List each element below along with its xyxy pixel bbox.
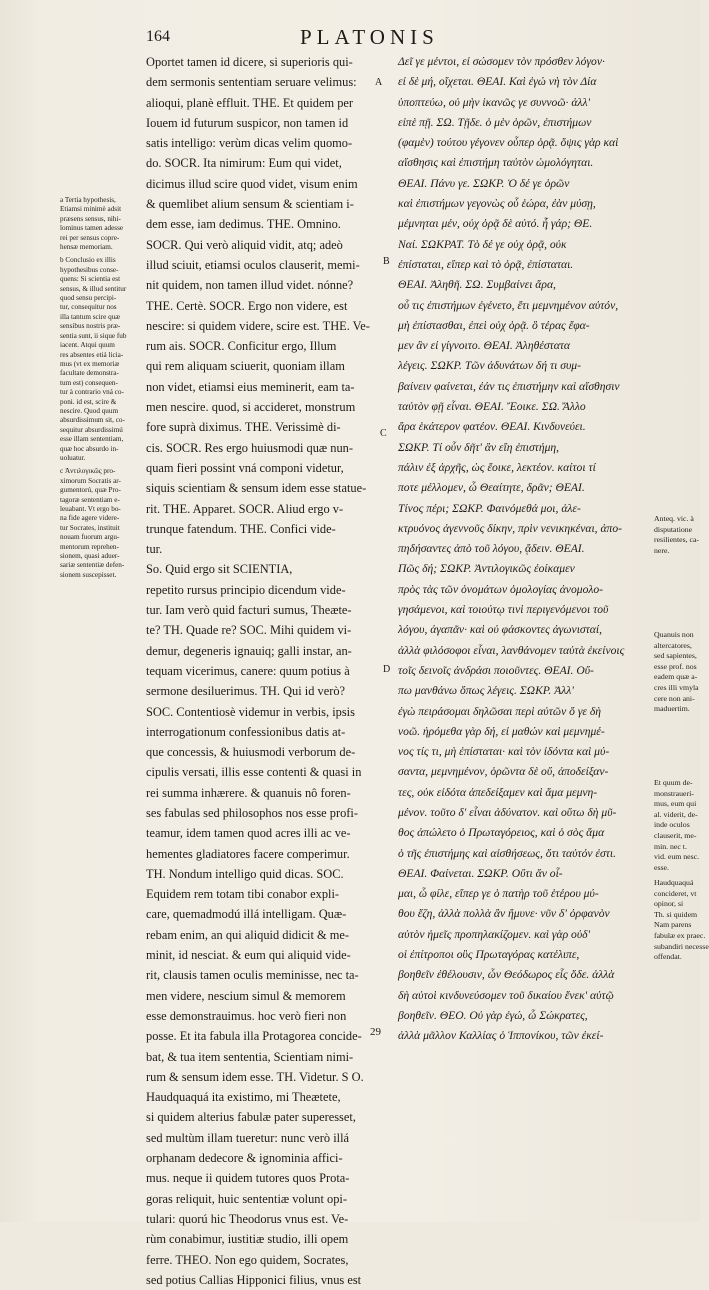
latin-text-line: tulari: quorú hic Theodorus vnus est. Ve-	[146, 1211, 349, 1226]
marginal-note-line: hensæ memoriam.	[60, 243, 113, 252]
greek-text-line: ΘΕΑΙ. Ἀληθῆ. ΣΩ. Συμβαίνει ἄρα,	[398, 278, 556, 292]
greek-text-line: ἀλλὰ φιλόσοφοι εἶναι, λανθάνομεν ταὐτὰ ἐκείνοις	[398, 643, 625, 657]
greek-text-line: βοηθεῖν. ΘΕΟ. Οὐ γὰρ ἐγώ, ὦ Σώκρατες,	[398, 1008, 588, 1022]
latin-text-line: qui rem aliquam sciuerit, quoniam illam	[146, 359, 345, 374]
marginal-note-line: sentia sunt, ii sique fub	[60, 331, 127, 340]
latin-text-line: que concessis, & huiusmodi verborum de-	[146, 745, 356, 760]
marginal-note-line: esse.	[654, 862, 669, 872]
greek-text-line: καὶ ἐπιστήμων γεγονὼς οὗ ἑώρα, ἐὰν μύσῃ,	[398, 197, 596, 211]
greek-text-line: πάλιν ἐξ ἀρχῆς, ὡς ἔοικε, λεκτέον. καίτοι τί	[398, 460, 596, 474]
marginal-note-line: Th. si quidem	[654, 909, 698, 919]
greek-text-line: σαντα, μεμνημένον, ὁρῶντα δὲ οὔ, ἀποδείξαν-	[398, 765, 609, 779]
marginal-note-line: tur, consequitur nos	[60, 303, 117, 312]
running-head: PLATONIS	[300, 25, 439, 49]
latin-text-line: goras reliquit, huic sententiæ volunt opi-	[146, 1191, 347, 1206]
marginal-note-line: sariæ sententiæ defen-	[60, 561, 125, 570]
marginal-note-line: sionem suscepisset.	[60, 570, 117, 579]
marginal-note-line: c Ἀντιλογικῶς pro-	[60, 467, 116, 476]
greek-text-line: θου ἔζη, ἀλλὰ πολλὰ ἂν ἤμυνε· νῦν δ' ὀρφανὸν	[398, 907, 610, 921]
right-margin-note	[654, 514, 702, 556]
line-number: 29	[370, 1026, 381, 1038]
greek-text-line: μαι, ὦ φίλε, εἴπερ γε ὁ πατὴρ τοῦ ἑτέρου μύ-	[398, 887, 599, 901]
section-letter-c: C	[380, 428, 387, 439]
latin-text-line: cipulis versati, illis esse contenti & quasi in	[146, 765, 362, 780]
marginal-note-line: tagoræ sententiam e-	[60, 495, 120, 504]
greek-text-line: ΘΕΑΙ. Φαίνεται. ΣΩΚΡ. Οὔτι ἄν οἶ-	[398, 866, 563, 880]
marginal-note-line: concideret, vt	[654, 888, 697, 898]
latin-text-line: dicimus illud scire quod videt, visum enim	[146, 176, 358, 191]
greek-text-line: ἐπίσταται, εἴπερ καὶ τὸ ὁρᾷ, ἐπίσταται.	[398, 257, 574, 271]
marginal-note-line: mus, eum qui	[654, 799, 697, 809]
section-letter-a: A	[375, 77, 383, 88]
latin-text-line: sed potius Callias Hipponici filius, vnus est	[146, 1272, 362, 1287]
section-letter-b: B	[383, 256, 390, 267]
latin-text-line: SOC. Contentiosè videmur in verbis, ipsis	[146, 704, 355, 719]
marginal-note-line: mus (vt ex memoriæ	[60, 359, 120, 368]
greek-text-line: λέγεις. ΣΩΚΡ. Τῶν ἀδυνάτων δή τι συμ-	[398, 359, 581, 373]
latin-text-line: Iouem id futurum suspicor, non tamen id	[146, 115, 349, 130]
latin-text-line: si quidem alterius fabulæ pater superesset,	[146, 1110, 356, 1125]
marginal-note	[60, 467, 144, 580]
greek-text-line: ποτε μέλλομεν, ὦ Θεαίτητε, δρᾶν; ΘΕΑΙ.	[398, 481, 585, 495]
latin-text-line: So. Quid ergo sit SCIENTIA,	[146, 562, 293, 577]
marginal-note-line: sensibus nostris præ-	[60, 322, 121, 331]
greek-column	[398, 52, 630, 1047]
greek-text-line: εἰ δὲ μή, οἴχεται. ΘΕΑΙ. Καὶ ἐγώ νὴ τὸν Δία	[398, 75, 597, 89]
page-header	[0, 22, 700, 52]
latin-text-line: cis. SOCR. Res ergo huiusmodi quæ nun-	[146, 440, 353, 455]
greek-text-line: θος ἀπώλετο ὁ Πρωταγόρειος, καὶ ὁ σὸς ἅμα	[398, 826, 605, 840]
marginal-note-line: monstrauerí-	[654, 788, 694, 798]
greek-text-line: πω μανθάνω ὅπως λέγεις. ΣΩΚΡ. Ἀλλ'	[398, 684, 574, 698]
marginal-note-line: facultate demonstra-	[60, 369, 119, 378]
latin-text-line: repetito rursus principio dicendum vide-	[146, 582, 346, 597]
latin-text-line: orphanam dedecore & ignominia affici-	[146, 1151, 343, 1166]
latin-text-line: SOCR. Qui verò aliquid vidit, atq; adeò	[146, 237, 343, 252]
greek-text-line: ΣΩΚΡ. Τί οὖν δῆτ' ἂν εἴη ἐπιστήμη,	[398, 440, 560, 454]
marginal-note-line: fabulæ ex praec.	[654, 930, 706, 940]
marginal-note-line: illa tantum scire quæ	[60, 312, 121, 321]
marginal-note-line: tur à contrario vná co-	[60, 388, 124, 397]
latin-text-line: teamur, idem tamen quod acres illi ac ve-	[146, 826, 351, 841]
marginal-note-line: al. viderit, de-	[654, 809, 698, 819]
latin-text-line: rum ais. SOCR. Conficitur ergo, Illum	[146, 339, 337, 354]
latin-text-line: rit. THE. Apparet. SOCR. Aliud ergo v-	[146, 501, 344, 516]
greek-text-line: ἄρα ἑκάτερον φατέον. ΘΕΑΙ. Κινδυνεύει.	[398, 420, 586, 434]
latin-text-line: rùm conabimur, iustitiæ studio, illi opem	[146, 1232, 349, 1247]
marginal-note-line: gumentorú, quæ Pro-	[60, 486, 121, 495]
greek-text-line: Πῶς δή; ΣΩΚΡ. Ἀντιλογικῶς ἐοίκαμεν	[398, 562, 575, 576]
greek-text-line: πρὸς τὰς τῶν ὀνομάτων ὁμολογίας ἀνομολο-	[398, 582, 604, 596]
latin-text-line: nit quidem, non tamen illud videt. nónne?	[146, 278, 354, 293]
greek-text-line: ταὐτὸν φῇ εἶναι. ΘΕΑΙ. Ἔοικε. ΣΩ. Ἄλλο	[398, 400, 586, 414]
greek-text-line: Δεῖ γε μέντοι, εἰ σώσομεν τὸν πρόσθεν λόγον·	[398, 55, 605, 68]
marginal-note-line: præsens sensus, nihi-	[60, 214, 121, 223]
latin-text-line: hementes gladiatores facere comperimur.	[146, 846, 350, 861]
marginal-note-line: resilientes, ca-	[654, 535, 700, 545]
marginal-note-line: Et quum de-	[654, 778, 693, 787]
marginal-note-line: a Tertia hypothesis,	[60, 196, 116, 204]
greek-text-line: Τίνος πέρι; ΣΩΚΡ. Φαινόμεθά μοι, ἀλε-	[398, 501, 581, 515]
marginal-note-line: quæ hoc absurdo in-	[60, 444, 119, 453]
marginal-note-line: Etiamsi minimè adsit	[60, 205, 122, 214]
marginal-note-line: Quanuis non	[654, 630, 694, 639]
latin-text-line: quam fieri possint vná componi videtur,	[146, 460, 344, 475]
marginal-note-line: mentorum reprehen-	[60, 542, 119, 551]
greek-text-line: μεν ἂν εἰ γίγνοιτο. ΘΕΑΙ. Ἀληθέστατα	[398, 339, 571, 353]
greek-text-line: μὴ ἐπίστασθαι, ἐπεὶ οὐχ ὁρᾷ. ὃ τέρας ἔφα-	[398, 318, 590, 332]
greek-text-line: ὑποπτεύω, οὐ μὴν ἱκανῶς γε συννοῶ· ἀλλ'	[398, 95, 590, 109]
marginal-note-line: cres illi vmyla	[654, 682, 699, 692]
marginal-note-line: quod sensu percipi-	[60, 294, 117, 303]
greek-text-line: νος τίς τι, μὴ ἐπίσταται· καὶ τὸν ἰδόντα καὶ μύ-	[398, 745, 610, 759]
latin-text-line: te? TH. Quade re? SOC. Mihi quidem vi-	[146, 623, 352, 638]
marginal-note-line: esse prof. nos	[654, 661, 697, 671]
latin-text-line: fore suprà diximus. THE. Verissimè di-	[146, 420, 341, 435]
latin-text-line: TH. Nondum intelligo quid dicas. SOC.	[146, 866, 344, 881]
marginal-note-line: offendat.	[654, 952, 682, 962]
greek-text-line: μέμνηται μέν, οὐχ ὁρᾷ δὲ αὐτό. ἦ γάρ; ΘΕ.	[398, 217, 593, 231]
marginal-note-line: uoluatur.	[60, 453, 86, 462]
latin-text-line: siquis scientiam & sensum idem esse statue-	[146, 481, 367, 496]
greek-text-line: Ναί. ΣΩΚΡΑΤ. Τὸ δέ γε οὐχ ὁρᾷ, οὐκ	[398, 237, 567, 251]
marginal-note-line: poni. id est, scire &	[60, 397, 117, 406]
marginal-note-line: Haudquaquá	[654, 878, 694, 887]
marginal-note-line: subandiri necesse	[654, 941, 709, 951]
marginal-note-line: hypothesibus conse-	[60, 265, 119, 274]
latin-text-line: men nescire. quod, si accideret, monstrum	[146, 400, 356, 415]
latin-text-line: demur, degeneris ignauiq; galli instar, an-	[146, 643, 352, 658]
greek-text-line: γησάμενοι, καὶ τοιούτῳ τινὶ περιγενόμενοι τοῦ	[398, 603, 609, 617]
latin-text-line: interrogationum confessionibus datis at-	[146, 724, 346, 739]
latin-text-line: alioqui, planè effluit. THE. Et quidem per	[146, 95, 354, 110]
latin-text-line: tur. Iam verò quid facturi sumus, Theæte-	[146, 603, 352, 618]
marginal-note-line: tum est) consequen-	[60, 378, 118, 387]
greek-text-line: εἰπὲ πῇ. ΣΩ. Τῇδε. ὁ μὲν ὁρῶν, ἐπιστήμων	[398, 115, 592, 129]
marginal-note	[60, 196, 144, 252]
marginal-note-line: quens: Si scientia est	[60, 275, 121, 284]
marginal-note-line: cere non ani-	[654, 693, 695, 703]
left-margin-notes	[60, 196, 144, 584]
greek-text-line: ἀλλὰ μᾶλλον Καλλίας ὁ Ἱππονίκου, τῶν ἐκεί-	[398, 1029, 604, 1043]
marginal-note-line: sequitur absurdissimú	[60, 425, 123, 434]
greek-text-line: νοῶ. ἠρόμεθα γὰρ δή, εἰ μαθών καὶ μεμνημέ-	[398, 724, 605, 738]
latin-text-line: men videre, nescium simul & memorem	[146, 988, 346, 1003]
latin-text-line: do. SOCR. Ita nimirum: Eum qui videt,	[146, 156, 342, 171]
latin-text-line: THE. Certè. SOCR. Ergo non videre, est	[146, 298, 348, 313]
latin-text-line: sermone desiluerimus. TH. Qui id verò?	[146, 684, 346, 699]
greek-text-line: πηδήσαντες ἀπὸ τοῦ λόγου, ᾄδειν. ΘΕΑΙ.	[398, 542, 585, 556]
latin-text-line: Oportet tamen id dicere, si superioris qui-	[146, 55, 353, 69]
latin-column	[146, 52, 368, 1290]
greek-text-line: βαίνειν φαίνεται, ἐάν τις ἐπιστήμην καὶ αἴσθησιν	[398, 379, 620, 393]
marginal-note	[60, 256, 144, 463]
latin-text-line: minit, id nesciat. & eum qui aliquid vide-	[146, 948, 351, 963]
latin-text-line: esse demonstrauimus. hoc verò fieri non	[146, 1008, 347, 1023]
greek-text-line: δὴ αὐτοὶ κινδυνεύσομεν τοῦ δικαίου ἕνεκ' αὐτῷ	[398, 988, 614, 1002]
marginal-note-line: min. nec t.	[654, 841, 687, 851]
greek-text-line: ἐγὼ πειράσομαι δηλῶσαι περὶ αὐτῶν ὅ γε δὴ	[398, 704, 601, 718]
greek-text-line: τοῖς δεινοῖς ἀνδράσι ποιοῦντες. ΘΕΑΙ. Οὔ-	[398, 663, 594, 677]
latin-text-line: nescire: si quidem videre, scire est. THE. Ve-	[146, 318, 370, 333]
marginal-note-line: sed sapientes,	[654, 651, 697, 661]
latin-text-line: posse. Et ita fabula illa Protagorea concide-	[146, 1029, 362, 1044]
marginal-note-line: vid. eum nesc.	[654, 852, 700, 862]
marginal-note-line: sionem, quasi aduer-	[60, 552, 120, 561]
marginal-note-line: iacent. Atqui quum	[60, 341, 115, 350]
marginal-note-line: absurdissimum sit, co-	[60, 416, 125, 425]
latin-text-line: non videt, etiamsi eius meminerit, eam ta-	[146, 379, 355, 394]
marginal-note-line: tur Socrates, instituit	[60, 523, 120, 532]
greek-text-line: οἱ ἐπίτροποι οὓς Πρωταγόρας κατέλιπε,	[398, 948, 580, 962]
right-margin-note	[654, 630, 702, 715]
right-margin-note	[654, 778, 702, 873]
latin-text-line: & quemlibet alium sensum & scientiam i-	[146, 197, 354, 212]
marginal-note-line: rei per sensus copre-	[60, 233, 120, 242]
marginal-note-line: ximorum Socratis ar-	[60, 476, 121, 485]
latin-text-line: ferre. THEO. Non ego quidem, Socrates,	[146, 1252, 349, 1267]
latin-text-line: Haudquaquá ita existimo, mi Theætete,	[146, 1090, 341, 1105]
latin-text-line: illud sciuit, etiamsi oculos clauserit, memi-	[146, 257, 360, 272]
marginal-note-line: Nam parens	[654, 920, 692, 930]
marginal-note-line: lominus tamen adesse	[60, 224, 124, 233]
latin-text-line: sed multùm illam tueretur: nunc verò illá	[146, 1130, 350, 1145]
latin-text-line: rei summa inhærere. & quanuis nô foren-	[146, 785, 351, 800]
latin-text-line: tur.	[146, 542, 163, 557]
marginal-note-line: leuabant. Vt ergo bo-	[60, 505, 121, 513]
marginal-note-line: disputatione	[654, 524, 693, 534]
latin-text-line: satis intelligo: verùm dicas velim quomo-	[146, 136, 353, 151]
greek-text-line: αὐτὸν ἡμεῖς προπηλακίζομεν. καὶ γὰρ οὐδ'	[398, 927, 591, 941]
section-letter-d: D	[383, 664, 391, 675]
greek-text-line: ΘΕΑΙ. Πάνυ γε. ΣΩΚΡ. Ὁ δέ γε ὁρῶν	[398, 176, 570, 190]
marginal-note-line: nere.	[654, 545, 670, 555]
marginal-note-line: nescire. Quod quum	[60, 406, 119, 415]
marginal-note-line: inde oculos	[654, 820, 690, 830]
latin-text-line: Equidem rem totam tibi conabor expli-	[146, 887, 340, 902]
latin-text-line: bat, & tua item sententia, Scientiam nimi-	[146, 1049, 354, 1064]
greek-text-line: οὗ τις ἐπιστήμων ἐγένετο, ἔτι μεμνημένον αὐτόν,	[398, 298, 619, 312]
latin-text-line: tequam vicerimus, canere: quum potius à	[146, 663, 350, 678]
latin-text-line: rit, clausis tamen oculis meminisse, nec ta-	[146, 968, 359, 983]
latin-text-line: mus. neque ii quidem tutores quos Prota-	[146, 1171, 350, 1186]
marginal-note-line: sensus, & illud sentitur	[60, 284, 127, 293]
latin-text-line: ses fabulas sed philosophos nos esse profi-	[146, 805, 358, 820]
marginal-note-line: eadem quæ a-	[654, 672, 698, 682]
greek-text-line: (φαμὲν) τούτου γέγονεν οὗπερ ὁρᾷ. ὄψις γὰρ καὶ	[398, 136, 619, 150]
greek-text-line: αἴσθησις καὶ ἐπιστήμη ταὐτὸν ὡμολόγηται.	[398, 156, 594, 170]
marginal-note-line: opinor, si	[654, 899, 684, 909]
marginal-note-line: clauserit, me-	[654, 830, 697, 840]
greek-text-line: λόγου, ἀγαπᾶν· καὶ οὐ φάσκοντες ἀγωνισταί,	[398, 623, 602, 637]
marginal-note-line: na fide agere videre-	[60, 514, 120, 523]
greek-text-line: βοηθεῖν ἐθέλουσιν, ὧν Θεόδωρος εἷς ὅδε. ἀλλὰ	[398, 968, 615, 982]
page-number: 164	[146, 28, 170, 45]
greek-text-line: κτρυόνος ἀγεννοῦς δίκην, πρὶν νενικηκέναι, ἀπο-	[398, 521, 623, 535]
latin-text-line: care, quemadmodú illá intelligam. Quæ-	[146, 907, 347, 922]
marginal-note-line: esse illam sententiam,	[60, 435, 124, 444]
latin-text-line: dem sermonis sententiam seruare velimus:	[146, 75, 357, 90]
greek-text-line: μένον. τοῦτο δ' εἶναι ἀδύνατον. καὶ οὕτω δὴ μῦ-	[398, 805, 617, 819]
marginal-note-line: maduertim.	[654, 704, 690, 714]
greek-text-line: τες, οὐκ εἰδότα ἀπεδείξαμεν καὶ ἅμα μεμνη-	[398, 785, 598, 799]
marginal-note-line: Anteq. vic. à	[654, 514, 694, 523]
right-margin-note	[654, 878, 709, 963]
marginal-note-line: altercatores,	[654, 640, 692, 650]
marginal-note-line: b Conclusio ex illis	[60, 256, 116, 265]
marginal-note-line: res absentes etiá licia-	[60, 350, 124, 359]
latin-text-line: rum & sensum idem esse. TH. Videtur. S O.	[146, 1069, 364, 1084]
latin-text-line: rebam enim, an qui aliquid didicit & me-	[146, 927, 350, 942]
marginal-note-line: nouam fuorum argu-	[60, 533, 120, 542]
greek-text-line: ὁ τῆς ἐπιστήμης καὶ αἰσθήσεως, ὅτι ταὐτόν ἐστι.	[398, 846, 616, 860]
latin-text-line: dem esse, iam dedimus. THE. Omnino.	[146, 217, 341, 232]
latin-text-line: trunque fatendum. THE. Confici vide-	[146, 521, 336, 536]
